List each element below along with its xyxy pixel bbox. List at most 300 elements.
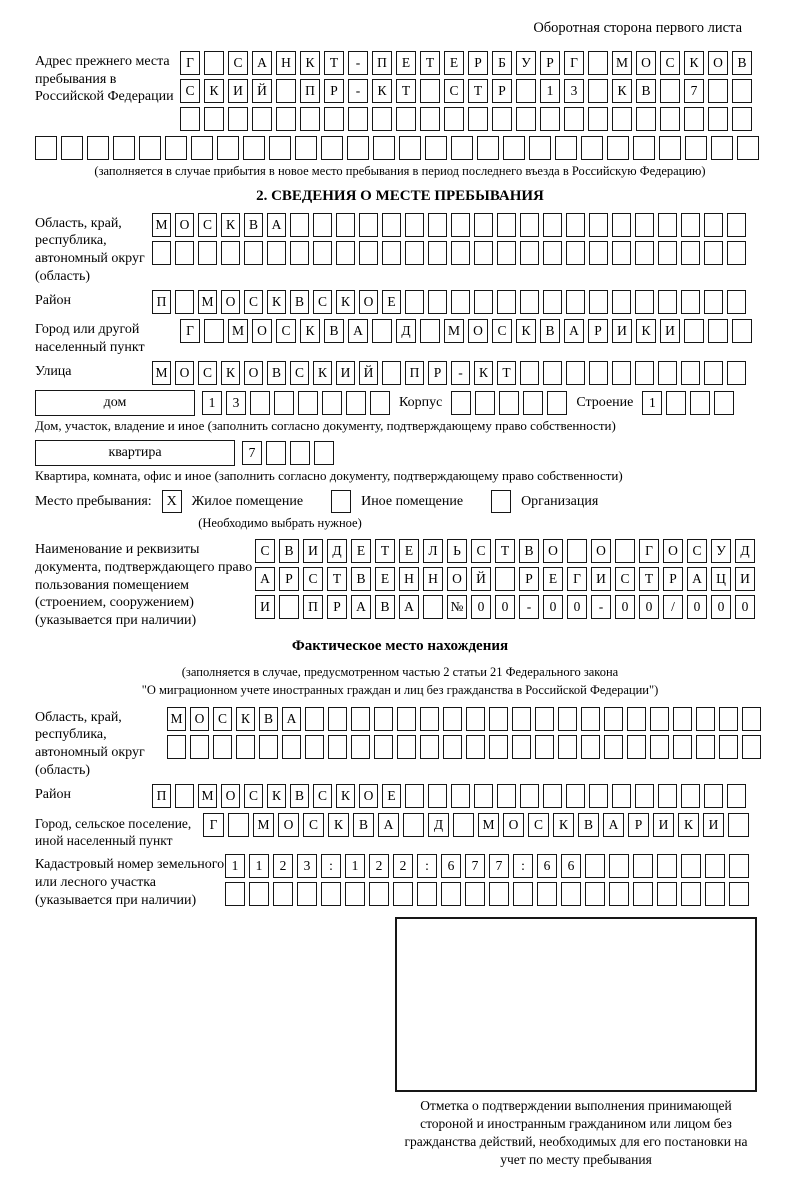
checkbox-zhiloe-pomeshchenie[interactable]: X xyxy=(162,490,182,513)
char-box[interactable] xyxy=(635,213,654,237)
char-box[interactable]: 6 xyxy=(537,854,557,878)
char-box[interactable] xyxy=(561,882,581,906)
char-box[interactable]: В xyxy=(578,813,599,837)
char-box[interactable]: П xyxy=(300,79,320,103)
char-box[interactable] xyxy=(213,735,232,759)
char-box[interactable] xyxy=(321,882,341,906)
char-box[interactable]: А xyxy=(378,813,399,837)
char-box[interactable] xyxy=(167,735,186,759)
char-box[interactable] xyxy=(423,595,443,619)
char-box[interactable]: / xyxy=(663,595,683,619)
char-box[interactable] xyxy=(474,290,493,314)
char-box[interactable]: Р xyxy=(628,813,649,837)
char-box[interactable]: И xyxy=(228,79,248,103)
char-box[interactable] xyxy=(428,241,447,265)
char-box[interactable] xyxy=(588,51,608,75)
char-box[interactable]: С xyxy=(687,539,707,563)
char-box[interactable] xyxy=(198,241,217,265)
char-box[interactable]: М xyxy=(152,361,171,385)
char-box[interactable] xyxy=(696,735,715,759)
char-box[interactable] xyxy=(681,290,700,314)
char-box[interactable]: В xyxy=(732,51,752,75)
char-box[interactable] xyxy=(650,707,669,731)
char-box[interactable]: Н xyxy=(276,51,296,75)
char-box[interactable]: 1 xyxy=(202,391,222,415)
char-box[interactable]: 3 xyxy=(564,79,584,103)
char-box[interactable] xyxy=(732,319,752,343)
char-box[interactable]: Б xyxy=(492,51,512,75)
char-box[interactable] xyxy=(732,107,752,131)
char-box[interactable] xyxy=(492,107,512,131)
char-box[interactable] xyxy=(321,136,343,160)
char-box[interactable]: Т xyxy=(639,567,659,591)
char-box[interactable] xyxy=(627,707,646,731)
char-box[interactable] xyxy=(658,784,677,808)
char-box[interactable] xyxy=(453,813,474,837)
char-box[interactable]: К xyxy=(516,319,536,343)
char-box[interactable] xyxy=(475,391,495,415)
char-box[interactable] xyxy=(732,79,752,103)
char-box[interactable] xyxy=(489,882,509,906)
char-box[interactable] xyxy=(290,213,309,237)
char-box[interactable] xyxy=(314,441,334,465)
char-box[interactable] xyxy=(466,707,485,731)
char-box[interactable] xyxy=(609,882,629,906)
char-box[interactable] xyxy=(727,784,746,808)
char-box[interactable] xyxy=(537,882,557,906)
char-box[interactable] xyxy=(681,854,701,878)
char-box[interactable] xyxy=(165,136,187,160)
char-box[interactable] xyxy=(236,735,255,759)
char-box[interactable] xyxy=(540,107,560,131)
char-box[interactable] xyxy=(489,707,508,731)
char-box[interactable]: С xyxy=(471,539,491,563)
char-box[interactable] xyxy=(681,241,700,265)
char-box[interactable]: 7 xyxy=(489,854,509,878)
char-box[interactable] xyxy=(684,107,704,131)
char-box[interactable] xyxy=(566,290,585,314)
char-box[interactable] xyxy=(666,391,686,415)
char-box[interactable]: С xyxy=(313,784,332,808)
char-box[interactable] xyxy=(588,107,608,131)
char-box[interactable]: Н xyxy=(423,567,443,591)
char-box[interactable] xyxy=(61,136,83,160)
char-box[interactable] xyxy=(604,735,623,759)
char-box[interactable] xyxy=(714,391,734,415)
char-box[interactable]: П xyxy=(152,784,171,808)
char-box[interactable] xyxy=(520,241,539,265)
char-box[interactable] xyxy=(397,707,416,731)
char-box[interactable] xyxy=(607,136,629,160)
char-box[interactable] xyxy=(497,290,516,314)
char-box[interactable]: П xyxy=(303,595,323,619)
char-box[interactable] xyxy=(585,882,605,906)
char-box[interactable]: 0 xyxy=(615,595,635,619)
char-box[interactable] xyxy=(711,136,733,160)
char-box[interactable] xyxy=(708,79,728,103)
char-box[interactable]: К xyxy=(553,813,574,837)
char-box[interactable]: А xyxy=(603,813,624,837)
char-box[interactable]: : xyxy=(417,854,437,878)
char-box[interactable]: - xyxy=(519,595,539,619)
char-box[interactable] xyxy=(581,735,600,759)
char-box[interactable] xyxy=(529,136,551,160)
char-box[interactable] xyxy=(589,361,608,385)
char-box[interactable] xyxy=(204,319,224,343)
char-box[interactable] xyxy=(704,784,723,808)
char-box[interactable]: Р xyxy=(468,51,488,75)
char-box[interactable]: Т xyxy=(420,51,440,75)
char-box[interactable] xyxy=(708,107,728,131)
char-box[interactable] xyxy=(451,213,470,237)
char-box[interactable] xyxy=(324,107,344,131)
char-box[interactable] xyxy=(152,241,171,265)
char-box[interactable]: С xyxy=(276,319,296,343)
char-box[interactable] xyxy=(313,241,332,265)
char-box[interactable]: О xyxy=(663,539,683,563)
char-box[interactable]: О xyxy=(708,51,728,75)
char-box[interactable] xyxy=(612,361,631,385)
char-box[interactable] xyxy=(589,784,608,808)
char-box[interactable] xyxy=(451,136,473,160)
char-box[interactable]: Т xyxy=(375,539,395,563)
char-box[interactable] xyxy=(535,707,554,731)
char-box[interactable]: К xyxy=(684,51,704,75)
char-box[interactable]: М xyxy=(444,319,464,343)
char-box[interactable]: В xyxy=(351,567,371,591)
char-box[interactable] xyxy=(558,735,577,759)
char-box[interactable] xyxy=(520,213,539,237)
char-box[interactable] xyxy=(228,107,248,131)
char-box[interactable]: Г xyxy=(180,51,200,75)
char-box[interactable] xyxy=(727,290,746,314)
char-box[interactable] xyxy=(581,707,600,731)
char-box[interactable]: О xyxy=(359,290,378,314)
char-box[interactable] xyxy=(313,213,332,237)
char-box[interactable] xyxy=(399,136,421,160)
char-box[interactable]: К xyxy=(267,290,286,314)
char-box[interactable] xyxy=(681,882,701,906)
char-box[interactable]: С xyxy=(660,51,680,75)
char-box[interactable] xyxy=(513,882,533,906)
char-box[interactable] xyxy=(451,290,470,314)
char-box[interactable] xyxy=(468,107,488,131)
char-box[interactable]: А xyxy=(252,51,272,75)
char-box[interactable]: В xyxy=(290,784,309,808)
char-box[interactable] xyxy=(719,707,738,731)
char-box[interactable] xyxy=(477,136,499,160)
char-box[interactable]: М xyxy=(612,51,632,75)
char-box[interactable] xyxy=(742,735,761,759)
char-box[interactable] xyxy=(659,136,681,160)
char-box[interactable] xyxy=(328,707,347,731)
char-box[interactable] xyxy=(405,213,424,237)
char-box[interactable] xyxy=(589,213,608,237)
char-box[interactable]: И xyxy=(653,813,674,837)
char-box[interactable] xyxy=(420,735,439,759)
char-box[interactable] xyxy=(276,107,296,131)
char-box[interactable] xyxy=(359,241,378,265)
char-box[interactable]: В xyxy=(267,361,286,385)
char-box[interactable] xyxy=(346,391,366,415)
char-box[interactable] xyxy=(681,361,700,385)
char-box[interactable] xyxy=(558,707,577,731)
char-box[interactable] xyxy=(566,241,585,265)
char-box[interactable]: Т xyxy=(497,361,516,385)
char-box[interactable] xyxy=(428,213,447,237)
char-box[interactable]: 2 xyxy=(369,854,389,878)
char-box[interactable]: Г xyxy=(180,319,200,343)
char-box[interactable]: В xyxy=(636,79,656,103)
char-box[interactable]: С xyxy=(290,361,309,385)
char-box[interactable]: Д xyxy=(735,539,755,563)
char-box[interactable]: В xyxy=(244,213,263,237)
char-box[interactable]: О xyxy=(636,51,656,75)
char-box[interactable] xyxy=(328,735,347,759)
char-box[interactable] xyxy=(443,735,462,759)
char-box[interactable] xyxy=(489,735,508,759)
char-box[interactable]: Е xyxy=(543,567,563,591)
char-box[interactable] xyxy=(444,107,464,131)
char-box[interactable]: О xyxy=(278,813,299,837)
char-box[interactable] xyxy=(393,882,413,906)
char-box[interactable] xyxy=(420,107,440,131)
char-box[interactable] xyxy=(633,136,655,160)
char-box[interactable] xyxy=(397,735,416,759)
char-box[interactable]: Р xyxy=(324,79,344,103)
char-box[interactable]: 1 xyxy=(225,854,245,878)
char-box[interactable]: П xyxy=(152,290,171,314)
char-box[interactable] xyxy=(243,136,265,160)
char-box[interactable] xyxy=(113,136,135,160)
char-box[interactable]: Т xyxy=(396,79,416,103)
char-box[interactable]: К xyxy=(328,813,349,837)
char-box[interactable] xyxy=(612,290,631,314)
char-box[interactable]: И xyxy=(336,361,355,385)
char-box[interactable]: Д xyxy=(428,813,449,837)
char-box[interactable] xyxy=(252,107,272,131)
char-box[interactable] xyxy=(298,391,318,415)
char-box[interactable]: Л xyxy=(423,539,443,563)
char-box[interactable] xyxy=(696,707,715,731)
char-box[interactable]: М xyxy=(152,213,171,237)
char-box[interactable] xyxy=(612,784,631,808)
char-box[interactable]: 0 xyxy=(687,595,707,619)
char-box[interactable]: - xyxy=(451,361,470,385)
char-box[interactable]: К xyxy=(313,361,332,385)
char-box[interactable]: О xyxy=(221,784,240,808)
char-box[interactable] xyxy=(523,391,543,415)
char-box[interactable] xyxy=(727,213,746,237)
char-box[interactable] xyxy=(451,784,470,808)
char-box[interactable]: В xyxy=(353,813,374,837)
char-box[interactable] xyxy=(495,567,515,591)
char-box[interactable] xyxy=(633,882,653,906)
char-box[interactable]: Ц xyxy=(711,567,731,591)
char-box[interactable] xyxy=(673,707,692,731)
char-box[interactable] xyxy=(612,241,631,265)
char-box[interactable] xyxy=(465,882,485,906)
char-box[interactable]: Е xyxy=(399,539,419,563)
char-box[interactable] xyxy=(428,784,447,808)
char-box[interactable] xyxy=(190,735,209,759)
char-box[interactable] xyxy=(274,391,294,415)
char-box[interactable]: М xyxy=(198,784,217,808)
char-box[interactable] xyxy=(566,361,585,385)
char-box[interactable]: Ь xyxy=(447,539,467,563)
char-box[interactable]: С xyxy=(198,361,217,385)
char-box[interactable]: 2 xyxy=(273,854,293,878)
char-box[interactable]: 0 xyxy=(471,595,491,619)
char-box[interactable] xyxy=(742,707,761,731)
char-box[interactable]: С xyxy=(244,290,263,314)
char-box[interactable]: - xyxy=(591,595,611,619)
char-box[interactable]: К xyxy=(336,784,355,808)
char-box[interactable] xyxy=(474,784,493,808)
char-box[interactable] xyxy=(681,784,700,808)
char-box[interactable] xyxy=(635,290,654,314)
char-box[interactable]: 3 xyxy=(226,391,246,415)
char-box[interactable]: 6 xyxy=(441,854,461,878)
char-box[interactable] xyxy=(635,361,654,385)
char-box[interactable] xyxy=(297,882,317,906)
char-box[interactable]: Т xyxy=(495,539,515,563)
char-box[interactable] xyxy=(382,241,401,265)
char-box[interactable]: С xyxy=(528,813,549,837)
char-box[interactable]: О xyxy=(447,567,467,591)
char-box[interactable]: Е xyxy=(382,784,401,808)
char-box[interactable]: 7 xyxy=(465,854,485,878)
char-box[interactable]: 1 xyxy=(249,854,269,878)
char-box[interactable]: Т xyxy=(324,51,344,75)
char-box[interactable] xyxy=(658,361,677,385)
char-box[interactable] xyxy=(244,241,263,265)
char-box[interactable]: К xyxy=(678,813,699,837)
char-box[interactable] xyxy=(657,882,677,906)
char-box[interactable] xyxy=(372,107,392,131)
char-box[interactable]: К xyxy=(221,213,240,237)
char-box[interactable] xyxy=(612,107,632,131)
char-box[interactable]: Е xyxy=(351,539,371,563)
char-box[interactable] xyxy=(658,290,677,314)
char-box[interactable]: В xyxy=(324,319,344,343)
char-box[interactable] xyxy=(658,213,677,237)
char-box[interactable]: С xyxy=(180,79,200,103)
char-box[interactable] xyxy=(497,213,516,237)
char-box[interactable] xyxy=(87,136,109,160)
char-box[interactable]: В xyxy=(259,707,278,731)
char-box[interactable]: К xyxy=(300,319,320,343)
char-box[interactable] xyxy=(191,136,213,160)
char-box[interactable] xyxy=(727,361,746,385)
char-box[interactable]: С xyxy=(228,51,248,75)
char-box[interactable] xyxy=(322,391,342,415)
char-box[interactable] xyxy=(705,882,725,906)
char-box[interactable]: О xyxy=(468,319,488,343)
char-box[interactable] xyxy=(175,241,194,265)
char-box[interactable] xyxy=(704,241,723,265)
char-box[interactable]: И xyxy=(735,567,755,591)
char-box[interactable] xyxy=(635,784,654,808)
char-box[interactable] xyxy=(708,319,728,343)
char-box[interactable]: О xyxy=(591,539,611,563)
char-box[interactable] xyxy=(609,854,629,878)
char-box[interactable] xyxy=(259,735,278,759)
char-box[interactable] xyxy=(497,784,516,808)
char-box[interactable] xyxy=(635,241,654,265)
char-box[interactable]: Р xyxy=(279,567,299,591)
char-box[interactable]: М xyxy=(167,707,186,731)
char-box[interactable]: Р xyxy=(519,567,539,591)
char-box[interactable] xyxy=(564,107,584,131)
char-box[interactable] xyxy=(347,136,369,160)
char-box[interactable] xyxy=(290,241,309,265)
char-box[interactable]: С xyxy=(303,813,324,837)
char-box[interactable] xyxy=(139,136,161,160)
char-box[interactable] xyxy=(221,241,240,265)
char-box[interactable]: У xyxy=(516,51,536,75)
char-box[interactable]: Е xyxy=(382,290,401,314)
char-box[interactable] xyxy=(704,213,723,237)
char-box[interactable]: С xyxy=(244,784,263,808)
char-box[interactable] xyxy=(535,735,554,759)
char-box[interactable] xyxy=(684,319,704,343)
char-box[interactable] xyxy=(690,391,710,415)
char-box[interactable]: К xyxy=(372,79,392,103)
char-box[interactable] xyxy=(585,854,605,878)
char-box[interactable] xyxy=(225,882,245,906)
char-box[interactable]: О xyxy=(221,290,240,314)
char-box[interactable]: С xyxy=(198,213,217,237)
char-box[interactable]: О xyxy=(503,813,524,837)
char-box[interactable] xyxy=(420,319,440,343)
char-box[interactable] xyxy=(705,854,725,878)
char-box[interactable] xyxy=(290,441,310,465)
char-box[interactable] xyxy=(405,290,424,314)
char-box[interactable]: - xyxy=(348,51,368,75)
char-box[interactable] xyxy=(425,136,447,160)
char-box[interactable]: А xyxy=(267,213,286,237)
char-box[interactable] xyxy=(503,136,525,160)
char-box[interactable] xyxy=(250,391,270,415)
char-box[interactable] xyxy=(636,107,656,131)
char-box[interactable] xyxy=(35,136,57,160)
char-box[interactable]: Й xyxy=(471,567,491,591)
char-box[interactable] xyxy=(474,213,493,237)
char-box[interactable] xyxy=(382,213,401,237)
char-box[interactable] xyxy=(543,213,562,237)
char-box[interactable] xyxy=(627,735,646,759)
char-box[interactable] xyxy=(520,784,539,808)
char-box[interactable]: : xyxy=(321,854,341,878)
char-box[interactable] xyxy=(279,595,299,619)
char-box[interactable]: А xyxy=(255,567,275,591)
checkbox-inoe-pomeshchenie[interactable] xyxy=(331,490,351,513)
char-box[interactable]: 7 xyxy=(684,79,704,103)
char-box[interactable] xyxy=(658,241,677,265)
char-box[interactable] xyxy=(657,854,677,878)
char-box[interactable] xyxy=(305,735,324,759)
char-box[interactable] xyxy=(405,241,424,265)
char-box[interactable] xyxy=(359,213,378,237)
char-box[interactable]: И xyxy=(303,539,323,563)
char-box[interactable]: Й xyxy=(252,79,272,103)
char-box[interactable] xyxy=(374,707,393,731)
char-box[interactable] xyxy=(660,107,680,131)
char-box[interactable]: И xyxy=(255,595,275,619)
char-box[interactable]: М xyxy=(478,813,499,837)
char-box[interactable]: Р xyxy=(492,79,512,103)
